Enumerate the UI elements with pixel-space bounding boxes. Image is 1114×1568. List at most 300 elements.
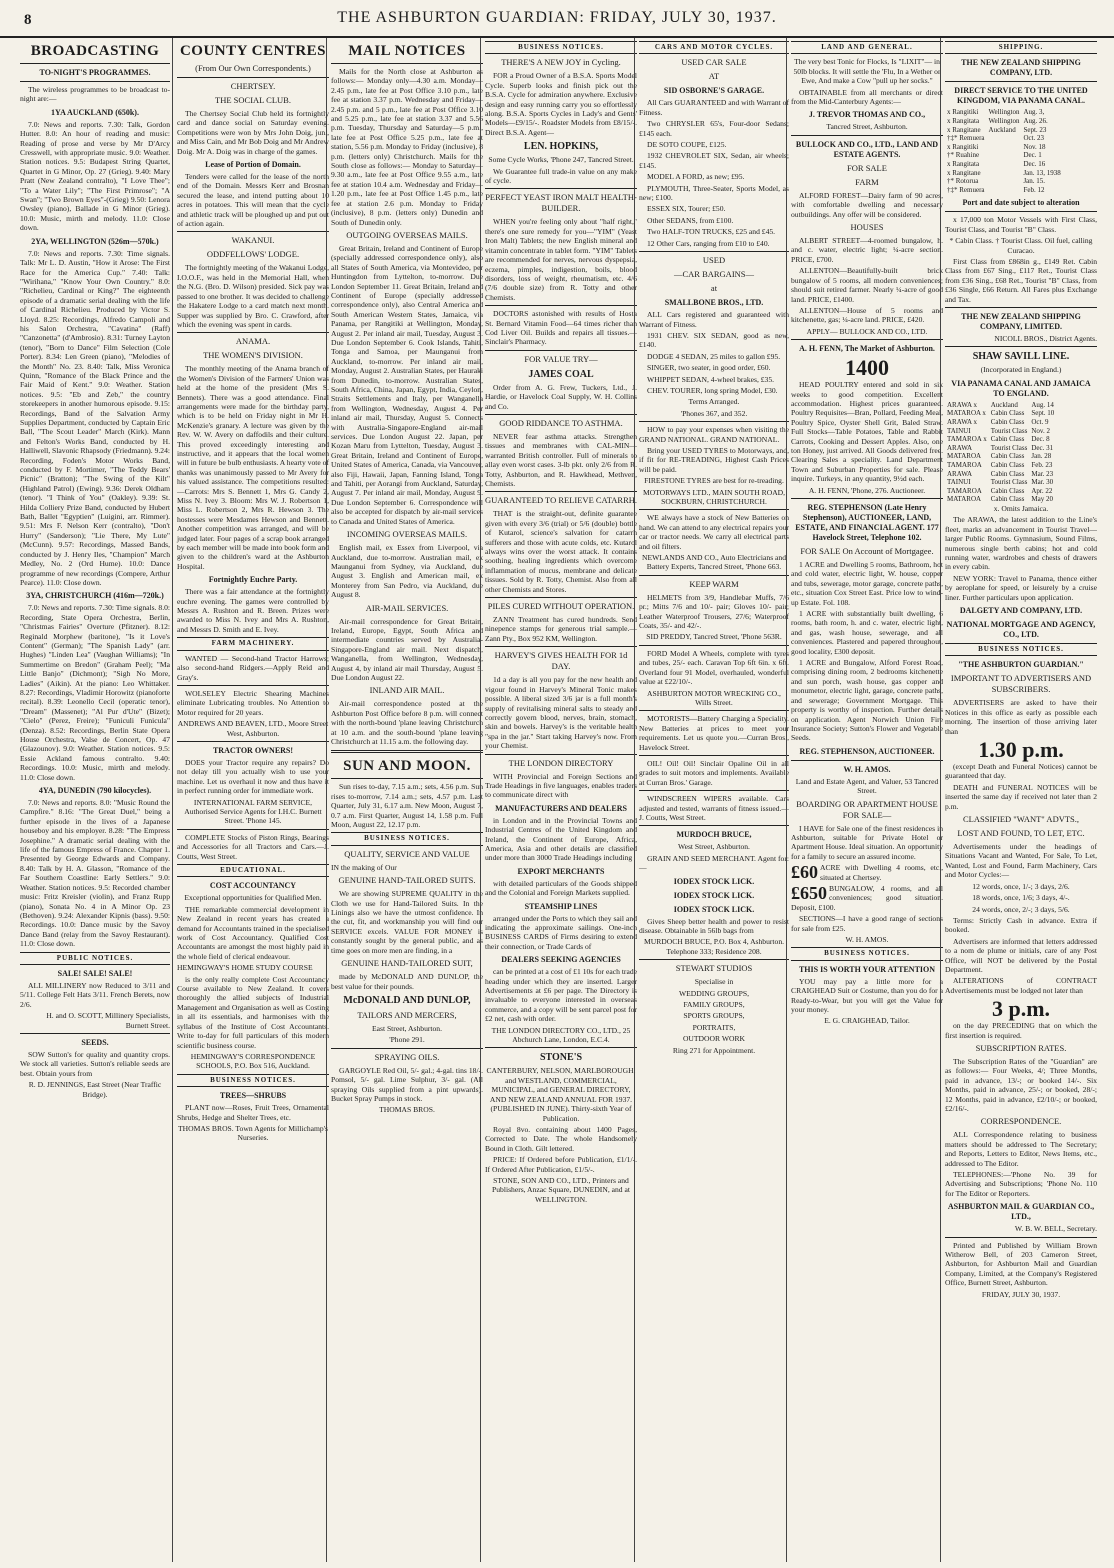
car-item: 12 Other Cars, ranging from £10 to £40. bbox=[647, 238, 770, 248]
ad-signature: MURDOCH BRUCE, P.O. Box 4, Ashburton. Telephone 333; Residence 208. bbox=[643, 937, 785, 956]
ad-text: WHEN you're feeling only about "half right," there's one sure remedy for you—"YIM" (Yeast Iron Malt) Tablets; the new English mineral and vitamin concentrate in tablet form. "YIM" Tablets are recommended for nerves, nervous dyspepsia, eczema, pimples, indigestion, boils, blood disorders, loss of weight, rheumatism, etc. 4/6 (7/6 double size) from R. Totty and other Chemists. bbox=[485, 217, 637, 302]
sailing-cell: Aug. 14 bbox=[1031, 400, 1054, 409]
item-text: The monthly meeting of the Anama branch of the Women's Division of the Farmers' Union was held at the home of the president (Mrs S. Bennets). There was a good attendance. Final arrangements were made for the birthday party, which is to be held on Friday night in Mr H. McKenzie's granary. A lecture was given by the Rev. W. W. Avery on daffodils and their culture. This proved exceedingly interesting and instructive, and it appears that the local women will in future be bulb enthusiasts. A hearty vote of thanks was unanimously passed to Mr Avery for his valued assistance. The competitions resulted:—Carrots: Mrs S. Bennett 1, Mrs G. Candy 2, Miss N. Ivey 3. Bloom: Mrs W. J. Robertson 1, Miss L. Robertson 2, Mrs R. Hewson 3. The hostesses were Mesdames Hewson and Bennett. Another competition was arranged, and will be judged later. Four pages of a scrap book arranged by each member will be made into book form and given to the children's ward at the Ashburton Hospital. bbox=[177, 364, 329, 571]
sailing-cell: Wellington bbox=[988, 117, 1020, 125]
ad-text: The very best Tonic for Flocks, Is "LIXIT"— in 50lb blocks. It will settle the 'Flu, In a Wether or Ewe, And make a Cow "pull up her socks." bbox=[793, 57, 941, 86]
ad-text: FIRESTONE TYRES are best for re-treading. bbox=[644, 476, 784, 486]
ad-heading: TRACTOR OWNERS! bbox=[212, 745, 294, 755]
ad-text: All Cars GUARANTEED and with Warrant of Fitness. bbox=[639, 98, 789, 117]
ad-heading: A. H. FENN, The Market of Ashburton. bbox=[799, 344, 935, 354]
ad-heading: JAMES COAL bbox=[528, 368, 594, 380]
sailing-cell: TAMAROA bbox=[947, 486, 982, 495]
sailing-cell: Tourist Class bbox=[990, 426, 1028, 435]
ad-signature: ASHBURTON MOTOR WRECKING CO., Wills Street. bbox=[647, 688, 781, 707]
ad-subheading: CORRESPONDENCE. bbox=[980, 1116, 1062, 1127]
ad-signature: LEN. HOPKINS, bbox=[523, 141, 599, 153]
business-notices-tag: BUSINESS NOTICES. bbox=[791, 947, 943, 960]
ad-heading: BULLOCK AND CO., LTD., LAND AND ESTATE AGENTS. bbox=[795, 139, 939, 159]
column-business-notices bbox=[480, 38, 637, 1562]
sailing-row bbox=[945, 108, 1063, 117]
ad-text: OIL! Oil! Oil! Sinclair Opaline Oil in all grades to suit motors and implements. Available at Curran Bros.' Garage. bbox=[639, 758, 789, 787]
ad-heading: HARVEY'S GIVES HEALTH FOR 1d DAY. bbox=[494, 650, 628, 672]
sailing-cell: TAMAROA bbox=[947, 460, 982, 469]
ad-text: WE always have a stock of New Batteries on hand. We can attend to any electrical repairs your car or tractor needs. We carry all electrical parts and oil filters. bbox=[639, 513, 789, 551]
ad-text: arranged under the Ports to which they sail and indicating the approximate sailings. One-inch BUSINESS CARDS of Firms desiring to extend their connection, or Trade Cards of bbox=[485, 913, 637, 951]
ad-signature: NEWLANDS AND CO., Auto Electricians and Battery Experts, Tancred Street, 'Phone 663. bbox=[641, 553, 787, 572]
station-name: 4YA, DUNEDIN (790 kilocycles). bbox=[38, 786, 152, 796]
sailing-cell bbox=[987, 169, 1022, 178]
sailing-row bbox=[945, 134, 1063, 143]
ad-item: WEDDING GROUPS, bbox=[678, 988, 750, 998]
sailing-row bbox=[945, 126, 1063, 135]
ad-item: SPORTS GROUPS, bbox=[683, 1011, 745, 1021]
sailing-cell bbox=[987, 186, 1022, 195]
ad-signature: A. H. FENN, 'Phone, 276. Auctioneer. bbox=[808, 485, 926, 495]
ad-heading: THERE'S A NEW JOY in Cycling. bbox=[501, 57, 621, 68]
ad-signature: STONE, SON AND CO., LTD., Printers and Publishers, Anzac Square, DUNEDIN, and at WELLINGTON. bbox=[492, 1175, 630, 1204]
sailing-row bbox=[945, 418, 1056, 427]
ad-heading: USED bbox=[702, 255, 726, 266]
sailing-cell: x Rangitata bbox=[947, 159, 980, 168]
ad-address: Some Cycle Works, 'Phone 247, Tancred Street. bbox=[488, 155, 634, 165]
ad-text: ACRE with Dwelling 4 rooms, etc., situated at Chertsey. bbox=[820, 863, 943, 882]
ad-subheading: CLASSIFIED "WANT" ADVTS., bbox=[962, 814, 1080, 825]
station-name: 3YA, CHRISTCHURCH (416m—720k.) bbox=[26, 591, 164, 601]
ad-item: OUTDOOR WORK bbox=[682, 1034, 746, 1044]
ad-heading: SPRAYING OILS. bbox=[374, 1051, 440, 1062]
ad-text: FORD Model A Wheels, complete with tyres and tubes, 25/- each. Caravan Top 6ft 6in. x 6ft. Overland four 91 Model, overhauled, wonderful value at £22/10/-. bbox=[639, 648, 789, 687]
seeds-heading: SEEDS. bbox=[81, 1037, 109, 1047]
sailing-cell: †* Rotorua bbox=[947, 177, 979, 186]
masthead bbox=[0, 0, 1114, 38]
imprint: Printed and Published by William Brown Witherow Bell, of 203 Cameron Street, Ashburton, for Ashburton Mail and Guardian Company, Limited, at the Company's Registered Office, Burnett Street, Ashburton. bbox=[945, 1240, 1097, 1288]
sailing-cell bbox=[987, 134, 1022, 143]
ad-subheading: LOST AND FOUND, TO LET, ETC. bbox=[957, 828, 1085, 839]
sailing-row bbox=[945, 143, 1063, 152]
ad-heading: REG. STEPHENSON (Late Henry Stephenson), AUCTIONEER, LAND, ESTATE, AND FINANCIAL AGENT. 177 Havelock Street, Telephone 102. bbox=[795, 503, 939, 542]
ad-text: Bring your USED TYRES to Motorways, and, if fit for RE-TREADING, Highest Cash Prices will be paid. bbox=[639, 445, 789, 474]
station-text: 7.0: News and reports. 7.30: Talk, Gordon Hutter. 8.0: An hour of reading and music: Reading of prose and verse by Mr D'Arcy Cresswell, with appropriate music. 9.0: Weather. Station notices. 9.5: Budapest String Quartet, Quartet in G Minor, Op. 27 (Grieg). 9.40: Mary Pratt (New Zealand contralto), "I Love Thee"; "To a Water Lily"; "The First Primrose"; "A Swan"; "Two Brown Eyes"-(Grieg) 9.50: Lenora Owsley (piano), Ballade in G Minor (Grieg). 10.0: Music, mirth and melody. 11.0: Close down. bbox=[20, 119, 170, 233]
sailing-cell: Cabin Class bbox=[990, 409, 1025, 418]
sailing-cell: Sept. 10 bbox=[1031, 409, 1055, 418]
car-item: PLYMOUTH, Three-Seater, Sports Model, as new; £100. bbox=[639, 183, 789, 203]
land-tag: LAND AND GENERAL. bbox=[791, 41, 943, 54]
ad-heading: COST ACCOUNTANCY bbox=[209, 881, 297, 891]
sailing-cell: Tourist Class bbox=[990, 443, 1028, 452]
ad-signature: W. H. AMOS. bbox=[845, 935, 889, 944]
ad-text: on the day PRECEDING that on which the first insertion is required. bbox=[945, 1021, 1097, 1040]
ad-text: DOES your Tractor require any repairs? Do not delay till you actually wish to use your machine. Let us overhaul it now and thus have it in perfect running order for immediate work. bbox=[177, 757, 329, 796]
ad-address: Tancred Street, Ashburton. bbox=[826, 122, 908, 132]
item-heading: INLAND AIR MAIL. bbox=[369, 685, 445, 696]
ad-text: 1d a day is all you pay for the new health and vigour found in Harvey's Mineral Tonic makes possible. A liberal sized 3/6 jar is a full month's supply of revitalising mineral salts to steady and correctly govern blood, nerves, brain, stomach, skin and bowels. Harvey's is the veritable health "spa in the jar." Start taking Harvey's now. From your Chemist. bbox=[485, 675, 637, 751]
ad-heading: THE NEW ZEALAND SHIPPING COMPANY, LTD. bbox=[961, 58, 1081, 78]
ad-item: IODEX STOCK LICK. bbox=[673, 876, 755, 886]
sailing-cell: Dec. 1 bbox=[1023, 151, 1042, 160]
sailing-row bbox=[945, 478, 1056, 487]
car-item: 1932 CHEVROLET SIX, Sedan, air wheels; £145. bbox=[639, 151, 789, 170]
item-heading: AIR-MAIL SERVICES. bbox=[365, 602, 449, 613]
ad-text: We Guarantee full trade-in value on any make of cycle. bbox=[485, 166, 637, 186]
sale-text: ALL MILLINERY now Reduced to 3/11 and 5/11. College Felt Hats 3/11. French Berets, now 2/6. bbox=[20, 980, 170, 1009]
ad-signature: THOMAS BROS. Town Agents for Millichamp's Nurseries. bbox=[177, 1123, 329, 1143]
seeds-signature: R. D. JENNINGS, East Street (Near Traffic Bridge). bbox=[28, 1080, 162, 1099]
ad-subheading: EXPORT MERCHANTS bbox=[517, 866, 605, 876]
ad-text: Royal 8vo. containing about 1400 Pages, Corrected to Date. The whole Handsomely Bound in Cloth. Gilt lettered. bbox=[485, 1124, 637, 1153]
ad-heading: THIS IS WORTH YOUR ATTENTION bbox=[798, 964, 936, 974]
ad-heading: at bbox=[710, 283, 718, 294]
ad-heading: QUALITY, SERVICE AND VALUE bbox=[344, 848, 470, 859]
sailing-row bbox=[945, 117, 1063, 126]
section-heading: COUNTY CENTRES bbox=[179, 43, 327, 59]
ad-text: * Cabin Class. † Tourist Class. Oil fuel, calling Curacao. bbox=[949, 236, 1093, 255]
ad-signature: ASHBURTON MAIL & GUARDIAN CO., LTD., bbox=[947, 1202, 1095, 1222]
sailing-row bbox=[945, 160, 1063, 169]
sailing-cell: x Rangitata bbox=[947, 117, 980, 125]
ad-text: 1 ACRE with substantially built dwelling, 6 rooms, bath room, h. and c. water, electric light, and gas, wash house, sewerage, and all conveniences. Plastered and papered throughout, good locality, £300 deposit. bbox=[791, 609, 943, 656]
ad-text: Terms: Strictly Cash in advance. Extra if booked. bbox=[945, 915, 1097, 935]
ad-heading: STEWART STUDIOS bbox=[675, 963, 753, 974]
ad-heading: FOR VALUE TRY— bbox=[524, 353, 598, 364]
column-shipping bbox=[940, 38, 1097, 1562]
ad-signature: THE LONDON DIRECTORY CO., LTD., 25 Abchurch Lane, London, E.C.4. bbox=[491, 1025, 631, 1045]
ad-signature: APPLY— BULLOCK AND CO., LTD. bbox=[806, 326, 928, 336]
subheading: TO-NIGHT'S PROGRAMMES. bbox=[39, 68, 151, 77]
place-heading: WAKANUI. bbox=[231, 235, 275, 246]
station-text: 7.0: News and reports. 8.0: "Music Round the Campfire." 8.16: "The Great Duel," being a further episode in the lives of a Japanese houseboy and his employer. 8.28: "The Empress Josephine." A dramatic serial dealing with the life of the famous Empress of France. Chapter 1. Presented by George Edwards and Company. 8.40: Talk by H. A. Glasson, "Romance of the Far Southern Coastline: Early Settlers." 9.0: Weather. Station notices. 9.5: Recorded chamber music: Fritz Kreisler (violin), and Franz Rupp (piano), Sonata No. 4 in A Minor Op. 23 (Bethoven). 9.24: Alexander Kipnis (bass). 9.50: Recordings. 10.0: Dance music by the Savoy Dance Band (relay from the Savoy Restaurant). 11.0: Close down. bbox=[20, 798, 170, 949]
sailing-cell: Cabin Class bbox=[990, 486, 1025, 495]
seeds-text: SOW Sutton's for quality and quantity crops. We stock all varieties. Sutton's reliable seeds are best. Obtain yours from bbox=[20, 1049, 170, 1078]
section-heading: BROADCASTING bbox=[30, 43, 160, 59]
sailing-cell: MATAROA x bbox=[947, 409, 986, 418]
station-name: 1YA AUCKLAND (650k). bbox=[51, 107, 139, 117]
ad-text: I HAVE for Sale one of the finest residences in Ashburton, suitable for Private Hotel or Apartment House. Ideal situation. An opportunity for a family to secure an assured income. bbox=[791, 823, 943, 861]
sailing-cell: Jan. 13, 1938 bbox=[1023, 168, 1061, 177]
sailing-cell: Sept. 23 bbox=[1023, 125, 1047, 134]
ad-text: made by McDONALD AND DUNLOP, the best value for their pounds. bbox=[331, 972, 483, 991]
sailing-cell: Cabin Class bbox=[990, 452, 1025, 461]
sailing-cell: Dec. 31 bbox=[1031, 443, 1054, 452]
sun-moon-text: Sun rises to-day, 7.15 a.m.; sets, 4.56 p.m. Sun rises to-morrow, 7.14 a.m.; sets, 4.57 p.m. Last Quarter, July 31, 6.17 a.m. New Moon, August 7, 0.7 a.m. First Quarter, August 14, 1.58 p.m. Full Moon, August 22, 12.17 p.m. bbox=[331, 782, 483, 830]
ad-heading: TREES—SHRUBS bbox=[219, 1091, 287, 1101]
ad-text: HOW to pay your expenses when visiting the GRAND NATIONAL. GRAND NATIONAL. bbox=[639, 425, 789, 444]
ad-text: ALL Cars registered and guaranteed with Warrant of Fitness. bbox=[639, 310, 789, 329]
sailing-cell: x Rangitiki bbox=[947, 108, 979, 117]
sailing-cell: Jan. 28 bbox=[1031, 452, 1052, 461]
column-county-centres bbox=[172, 38, 329, 1562]
place-heading: CHERTSEY. bbox=[230, 81, 276, 91]
ad-subheading: DIRECT SERVICE TO THE UNITED KINGDOM, VIA PANAMA CANAL. bbox=[954, 86, 1088, 106]
ad-signature: REG. STEPHENSON, AUCTIONEER. bbox=[799, 746, 935, 756]
ad-text: WANTED — Second-hand Tractor Harrows; also second-hand Ridgers.—Apply Reid and Gray's. bbox=[177, 653, 329, 682]
public-notices-tag: PUBLIC NOTICES. bbox=[20, 952, 170, 965]
item-heading: Lease of Portion of Domain. bbox=[205, 160, 301, 170]
ad-text: with detailed particulars of the Goods shipped and the Colonial and Foreign Markets supplied. bbox=[485, 878, 637, 898]
rate-line: 12 words, once, 1/-; 3 days, 2/6. bbox=[972, 881, 1070, 891]
sale-signature: H. and O. SCOTT, Millinery Specialists, Burnett Street. bbox=[46, 1011, 170, 1030]
ad-text: ALLENTON—House of 5 rooms and kitchenette, gas; ¼-acre land. PRICE, £420. bbox=[791, 305, 943, 325]
item-text: The Chertsey Social Club held its fortnightly card and dance social on Saturday evening. Competitions were won by Mrs John Doig, jun., and Miss Cain, and Mr Bob Doig and Mr Andrew Doig. Mr A. Doig was in charge of the games. bbox=[177, 109, 329, 156]
ad-heading: THE NEW ZEALAND SHIPPING COMPANY, LIMITED. bbox=[961, 312, 1081, 331]
ad-text: MOTORISTS—Battery Charging a Speciality. New Batteries at prices to meet your requirements. Let us quote you.—Curran Bros., Havelock Street. bbox=[639, 714, 789, 752]
item-heading: THE SOCIAL CLUB. bbox=[215, 95, 291, 105]
ad-subheading: Land and Estate Agent, and Valuer, 53 Tancred Street. bbox=[795, 776, 939, 796]
ad-heading: GOOD RIDDANCE TO ASTHMA. bbox=[499, 417, 623, 428]
ad-subheading: Exceptional opportunities for Qualified Men. bbox=[184, 893, 322, 903]
ad-text: GARGOYLE Red Oil, 5/- gal.; 4-gal. tins 18/-. Pomsol, 5/- gal. Lime Sulphur, 3/- gal. (All spraying Oils supplied from a pint upwards). Bucket Spray Pumps in stock. bbox=[331, 1065, 483, 1103]
ad-heading: —CAR BARGAINS— bbox=[673, 269, 755, 280]
ad-subheading: FARM bbox=[855, 176, 879, 187]
sailing-cell: x Rangitiki bbox=[947, 142, 979, 151]
ad-text: 'Phones 367, and 352. bbox=[680, 408, 748, 418]
mail-text: Air-mail correspondence posted at the Ashburton Post Office before 8 p.m. will connect with the north-bound 'plane leaving Christchurch at 10 a.m. and the south-bound 'plane leaving Christchurch at 11.15 a.m. the following day. bbox=[331, 699, 483, 746]
ad-text: ZANN Treatment has cured hundreds. Send ninepence stamps for generous trial sample.—Zann Pty., Box 952 KM, Wellington. bbox=[485, 615, 637, 643]
ad-text: OBTAINABLE from all merchants or direct from the Mid-Canterbury Agents:— bbox=[791, 87, 943, 107]
ad-signature: ANDREWS AND BEAVEN, LTD., Moore Street West, Ashburton. bbox=[177, 719, 329, 738]
ad-subheading: DEALERS SEEKING AGENCIES bbox=[501, 955, 621, 965]
ad-signature: J. TREVOR THOMAS AND CO., bbox=[808, 110, 926, 120]
sailing-row bbox=[945, 186, 1063, 195]
sailing-row bbox=[945, 427, 1056, 436]
sailing-cell: Feb. 23 bbox=[1031, 460, 1053, 469]
ad-number: 1400 bbox=[845, 355, 889, 381]
sailing-cell: ARAWA x bbox=[947, 418, 977, 426]
shipping-tag: SHIPPING. bbox=[945, 41, 1097, 54]
ad-heading: USED CAR SALE bbox=[681, 57, 747, 68]
ad-text: COMPLETE Stocks of Piston Rings, Bearings and Accessories for all Tractors and Cars.—J. Coutts, West Street. bbox=[177, 832, 329, 861]
ad-text: ALFORD FOREST—Dairy farm of 90 acres, with comfortable dwelling and necessary outbuildings. Any offer will be considered. bbox=[791, 190, 943, 219]
ad-text: IN the making of Our bbox=[331, 862, 397, 872]
ad-text: in London and in the Provincial Towns and Industrial Centres of the United Kingdom and Ireland, the Continent of Europe, Africa, America, Asia and other details are classified under more than 3000 Trade Headings including bbox=[485, 815, 637, 863]
ad-text: THE remarkable commercial development in New Zealand in recent years has created a demand for Accountants trained in the specialised work of Cost Accountancy. Qualified Cost Accountants are amongst the most highly paid in the whole field of clerical endeavour. bbox=[177, 904, 329, 961]
sailing-cell: Wellington bbox=[988, 108, 1020, 117]
sailing-row bbox=[945, 461, 1056, 470]
ad-text: FOR a Proud Owner of a B.S.A. Sports Model Cycle. Superb looks and finish pick out the B.S.A. Cycle for admiration anywhere. Exclusive design and easy running carry you so effortlessly along. B.S.A. Sports Cycles in Lady's and Gents' Models—£9/15/-. Roadster Models from £8/15/-. Direct B.S.A. Agent— bbox=[485, 71, 637, 137]
sailing-cell: Aug. 3, bbox=[1023, 108, 1045, 117]
sailing-cell: TAINUI bbox=[947, 426, 971, 435]
ad-text: The Subscription Rates of the "Guardian" are as follows:— Four Weeks, 4/; Three Months, paid in advance, 13/-; or booked 14/-. Six Months, paid in advance, 25/-; or booked, 28/-; 12 Months, paid in advance, £2/10/-; or booked, £2/16/-. bbox=[945, 1056, 1097, 1113]
column-mail-notices bbox=[326, 38, 483, 1562]
item-heading: ODDFELLOWS' LODGE. bbox=[206, 249, 300, 260]
sailing-cell: Cabin Class bbox=[990, 435, 1025, 444]
sailing-table bbox=[945, 401, 1056, 504]
car-item: WHIPPET SEDAN, 4-wheel brakes, £35. bbox=[647, 374, 775, 384]
ad-heading: AT bbox=[708, 71, 720, 82]
ad-text: WOLSELEY Electric Shearing Machines eliminate Lubricating troubles. No Attention to Motor required for 20 years. bbox=[177, 688, 329, 717]
ad-price: £60 bbox=[791, 862, 818, 883]
car-item: CHEV. TOURER, long spring Model, £30. bbox=[647, 385, 778, 395]
ad-heading: PERFECT YEAST IRON MALT HEALTH-BUILDER. bbox=[485, 192, 637, 214]
ad-heading: GENUINE HAND-TAILORED SUIT, bbox=[341, 958, 473, 969]
ad-text: PLANT now—Roses, Fruit Trees, Ornamental Shrubs, Hedge and Shelter Trees, etc. bbox=[177, 1103, 329, 1122]
ad-address: East Street, Ashburton. bbox=[371, 1023, 443, 1033]
ad-text: ALL Correspondence relating to business matters should be addressed to The Secretary; and Reports, Letters to Editor, News Items, etc., addressed to The Editor. bbox=[945, 1130, 1097, 1168]
ad-text: We are showing SUPREME QUALITY in the Cloth we use for Hand-Tailored Suits. In the Linings also we have the utmost confidence. In the cut, fit, and workmanship you will find our SERVICE excels. VALUE FOR MONEY is constantly sought by the general public, and as time goes on more men are finding, in a bbox=[331, 889, 483, 955]
ad-text: ADVERTISERS are asked to have their Notices in this office as early as possible each morning. The insertion of those arriving later than bbox=[945, 698, 1097, 736]
educational-tag: EDUCATIONAL. bbox=[177, 864, 329, 877]
sailing-cell: Apr. 22 bbox=[1031, 486, 1053, 495]
ad-heading: GENUINE HAND-TAILORED SUITS. bbox=[338, 875, 476, 886]
ad-signature: W. B. W. BELL, Secretary. bbox=[1014, 1224, 1097, 1234]
sailing-cell: †‡* Remuera bbox=[947, 185, 985, 194]
ad-text: x 17,000 ton Motor Vessels with First Class, Tourist Class, and Tourist "B" Class. bbox=[945, 215, 1097, 234]
deadline-time: 3 p.m. bbox=[991, 996, 1051, 1022]
ad-text: GRAIN AND SEED MERCHANT. Agent for:— bbox=[639, 853, 789, 873]
sailing-cell: Nov. 18 bbox=[1023, 142, 1046, 151]
item-text: Tenders were called for the lease of the north end of the Domain. Messrs Kerr and Brosnan secured the lease, and intend putting about 10 acres in potatoes. This will mean that the cycle and athletic track will be ploughed up and put out of action again. bbox=[177, 172, 329, 229]
sailing-cell: Oct. 9 bbox=[1031, 418, 1049, 426]
sailing-cell: TAMAROA x bbox=[947, 435, 987, 444]
mail-text: Great Britain, Ireland and Continent of Europe (specially addressed correspondence only), also all States of South America, via Montevideo, per Huntingdon from Lyttelton, to-morrow. Due London September 11. Great Britain, Ireland and Continent of Europe (specially addressed correspondence only), also Central America and South American Western States, Jamaica, via Panama, per Rangitiki at Wellington, Monday, August 2. Per inland air mail, Tuesday, August 3. Due London September 6. Cook Islands, Tahiti, Tonga and Samoa, per Maunganui from Auckland, to-morrow. Per inland air mail, Monday, August 2. Australian States, per Hauraki from Dunedin, to-morrow. Australian States, South Africa, China, Japan, Egypt, India, Ceylon, Straits Settlements and Italy, per Wanganella from Wellington, Wednesday, August 4. Per inland air mail, Thursday, August 5. Connects with Australia-Singapore-England air-mail services. Due London August 22. Japan, per Kozan Maru from Lyttelton, Tuesday, August 3. Great Britain, Ireland and Continent of Europe, United States of America, Canada, via Vancouver, also Fiji, Hawaii, Japan, Fanning Island, Tonga and Tahiti, per Aorangi from Auckland, Saturday, August 7. Per inland air mail, Monday, August 9. Due London September 6. Correspondence will also be accepted for dispatch by air-mail services to Canada and United States of America. bbox=[331, 243, 483, 526]
ad-text: is the only really complete Cost Accountancy Course available to New Zealand. It covers thoroughly the allied subjects of Industrial Management and Organisation as well as Costing in all its essentials, and harmonises with the syllabus of the Institute of Cost Accountants. Write to-day for full particulars of this modern scientific business course. bbox=[177, 974, 329, 1050]
intro-text: The wireless programmes to be broadcast to-night are:— bbox=[20, 85, 170, 104]
ad-phone: 'Phone 291. bbox=[389, 1035, 425, 1045]
ad-text: Gives Sheep better health and power to resist disease. Obtainable in 56lb bags from bbox=[639, 916, 789, 935]
ad-item: FAMILY GROUPS, bbox=[683, 1000, 745, 1010]
ad-signature: MOTORWAYS LTD., MAIN SOUTH ROAD, SOCKBURN, CHRISTCHURCH. bbox=[642, 487, 786, 506]
sailing-row bbox=[945, 444, 1056, 453]
ad-note: Port and date subject to alteration bbox=[962, 198, 1080, 208]
ad-text: First Class from £868in g., £149 Ret. Cabin Class from £67 Sing., £117 Ret., Tourist Class from £36 Sing., £68 Ret., Tourist "B" Class, from £36 Single, £66 Return. All Fares plus Exchange and Tax. bbox=[945, 256, 1097, 304]
deadline-time: 1.30 p.m. bbox=[978, 737, 1064, 763]
ad-text: Advertisers are informed that letters addressed to a nom de plume or initials, care of any Post Office, will NOT be delivered by the Postal Department. bbox=[945, 936, 1097, 974]
ad-text: can be printed at a cost of £1 10s for each trade heading under which they are inserted. Larger Advertisements at £6 per page. The Directory is invaluable to everyone interested in overseas commerce, and a copy will be sent parcel post for £2 net, cash with order. bbox=[485, 967, 637, 1024]
sailing-cell: Aug. 26. bbox=[1023, 117, 1048, 125]
ad-note: x. Omits Jamaica. bbox=[993, 503, 1049, 513]
ad-signature: SID PREDDY, Tancred Street, 'Phone 563R. bbox=[646, 632, 782, 642]
ad-text: YOU may pay a little more for a CRAIGHEAD Suit or Costume, than you do for a Ready-to-Wear, but you will get the Value for your money. bbox=[791, 976, 943, 1015]
ad-subheading: STEAMSHIP LINES bbox=[524, 901, 598, 911]
section-heading: MAIL NOTICES bbox=[348, 43, 466, 59]
ad-signature: NATIONAL MORTGAGE AND AGENCY, CO., LTD. bbox=[946, 620, 1096, 639]
sailing-row bbox=[945, 177, 1063, 186]
ad-heading: KEEP WARM bbox=[689, 578, 739, 589]
mail-text: Mails for the North close at Ashburton as follows:— Monday only—4.30 a.m. Monday—2.45 p.m., late fee at Post Office 3.10 p.m., late fee at station 3.37 p.m. Wednesday and Friday—2.45 p.m. and 5 p.m., late fee at Post Office 3.10 and 5.25 p.m., late fee at station 3.37 and 5.56 p.m. Tuesday, Thursday and Saturday—5 p.m., late fee at Post Office 5.25 p.m., late fee at station, 5.56 p.m. Monday to Friday (inclusive), 8 p.m. (letters only) Christchurch. Mails for the South close as follows:— Monday to Saturday—9.30 a.m., late fee at Post Office 9.55 a.m., late fee at station 10.4 a.m. Wednesday and Friday—1.20 p.m., late fee at Post Office 1.45 p.m., late fee at station 2.6 p.m. Monday to Friday (inclusive), 8 p.m. (letters only) Dunedin and South of Dunedin only. bbox=[331, 67, 483, 227]
sailing-cell: MATAROA bbox=[947, 495, 982, 504]
rate-line: 24 words, once, 2/-; 3 days, 5/6. bbox=[972, 904, 1070, 914]
ad-text: Advertisements under the headings of Situations Vacant and Wanted, For Sale, To Let, Wanted, Lost and Found, Farm Machinery, Cars and Motor Cycles:— bbox=[945, 842, 1097, 880]
ad-text: TELEPHONES:—'Phone No. 39 for Advertising and Subscriptions; 'Phone No. 110 for The Editor or Reporters. bbox=[945, 1170, 1097, 1198]
sailing-row bbox=[945, 435, 1056, 444]
sailing-row bbox=[945, 401, 1056, 410]
ad-heading: HEMINGWAY'S HOME STUDY COURSE bbox=[177, 963, 313, 973]
ad-text: WITH Provincial and Foreign Sections and Trade Headings in five languages, enables traders to communicate direct with bbox=[485, 771, 637, 800]
ad-text: (Incorporated in England.) bbox=[980, 365, 1062, 375]
sailing-table bbox=[945, 108, 1063, 194]
sailing-cell: †‡* Remuera bbox=[947, 134, 985, 143]
sailing-row bbox=[945, 495, 1056, 504]
sailing-cell: Cabin Class bbox=[990, 460, 1025, 469]
ad-signature: TAILORS AND MERCERS, bbox=[357, 1009, 457, 1020]
ad-text: WINDSCREEN WIPERS available. Cars adjusted and tested, warrants of fitness issued.—J. Coutts, West Street. bbox=[639, 794, 789, 822]
sale-heading: SALE! SALE! SALE! bbox=[57, 968, 133, 978]
sailing-cell: Feb. 12 bbox=[1023, 185, 1045, 194]
ad-signature: THOMAS BROS. bbox=[379, 1105, 435, 1115]
ad-signature: HEMINGWAY'S CORRESPONDENCE SCHOOLS, P.O. Box 516, Auckland. bbox=[190, 1051, 316, 1071]
business-notices-tag: BUSINESS NOTICES. bbox=[485, 41, 637, 54]
ad-text: ALTERATIONS of CONTRACT Advertisements must be lodged not later than bbox=[945, 976, 1097, 995]
ad-heading: W. H. AMOS. bbox=[843, 764, 891, 774]
sailing-cell: Cabin Class bbox=[990, 418, 1025, 426]
ad-text: SECTIONS—I have a good range of sections for sale from £25. bbox=[791, 914, 943, 933]
ad-text: Ring 271 for Appointment. bbox=[672, 1045, 756, 1055]
ad-text: DOCTORS astonished with results of Hosta St. Bernard Vitamin Food—64 times richer than Cod Liver Oil. Builds and repairs all tissues.—Sinclair's Pharmacy. bbox=[485, 309, 637, 347]
ad-text: HELMETS from 3/9, Handlebar Muffs, 7/6 pr.; Mitts 7/6 and 10/- pair; Gloves 10/- pair; Leather Waterproof Trousers, 27/6; Waterproof Coats, 35/- and 42/-. bbox=[639, 592, 789, 631]
ad-subheading: FOR SALE On Account of Mortgagee. bbox=[800, 546, 934, 556]
sailing-row bbox=[945, 470, 1056, 479]
ad-heading: GUARANTEED TO RELIEVE CATARRH. bbox=[485, 495, 637, 506]
sailing-cell: Dec. 8 bbox=[1031, 435, 1050, 444]
sailing-row bbox=[945, 409, 1056, 418]
ad-subheading: BOARDING OR APARTMENT HOUSE FOR SALE— bbox=[796, 798, 938, 820]
ad-text: PRICE: If Ordered before Publication, £1/1/-. If Ordered After Publication, £1/5/-. bbox=[485, 1155, 637, 1174]
ad-heading: "THE ASHBURTON GUARDIAN." bbox=[958, 660, 1084, 670]
ad-text: 1 ACRE and Bungalow, Alford Forest Road, comprising dining room, 2 bedrooms kitchenette and sun porch, wash house, gas copper and monumetor, electric light, garage, concrete paths, and sewerage; Government Mortgage. This property is worthy of inspection. Further details on application. Agent Norwich Union Fire Insurance Society; Sutton's Flower and Vegetable Seeds. bbox=[791, 658, 943, 743]
sailing-cell: Auckland bbox=[990, 400, 1018, 409]
ad-text: (except Death and Funeral Notices) cannot be guaranteed that day. bbox=[945, 762, 1097, 781]
ad-price: £650 bbox=[791, 882, 827, 903]
rate-line: 18 words, once, 1/6; 3 days, 4/-. bbox=[972, 893, 1070, 903]
car-item: SINGER, two seater, in good order, £60. bbox=[647, 363, 771, 373]
newspaper-title: THE ASHBURTON GUARDIAN: FRIDAY, JULY 30, 1937. bbox=[337, 9, 777, 26]
column-land-and-general bbox=[786, 38, 943, 1562]
sailing-cell: Mar. 23 bbox=[1031, 469, 1054, 478]
ad-text: HEAD POULTRY entered and sold in six weeks to good competition. Excellent accommodation. Highest prices guaranteed. Poultry Requisites—Bran, Pollard, Feeding Meal, Poultry Spice, Oyster Shell Grit, Baled Straw. Full Stocks—Table Potatoes, Table and Rabbit Carrots, Cooking and Dessert Apples. Also, one ton Honey, just arrived. All Goods delivered free. Clearing Sales a speciality. Land Department Town and Suburban Properties for sale. Please inquire. Turkeys, in any quantity, 9½d each. bbox=[791, 380, 943, 484]
business-notices-tag: BUSINESS NOTICES. bbox=[331, 832, 483, 845]
sailing-cell bbox=[987, 160, 1022, 169]
station-text: 7.0: News and reports. 7.30: Time signals. 8.0: Recording, State Opera Orchestra, Berlin, "Christmas Fairies" Overture (Pfitzner). 8.12: Reginald Morphew (baritone), "Is it Love's Content" (German); "The Spanish Lady" (arr. Hughes) "Linden Lea" (Vaughan Williams); "In Summertime on Bredon" (Graham Peel); "Ma Little Banjo" (Dichmont); "Sigh No More, Ladies" (Aikin). At the piano: Leo Whittaker. 8.27: Recordings, Vladimir Horowitz (pianoforte recital). 8.39: Leonello Cecil (operatic tenor), "Dream" (Massenet); "Al Pur d'Ute" (Bizet); "Cielo" (Perez, Freire); "Funiculi Funicula" (Denza). 8.52: Recordings, Berlin State Opera House Orchestra, Valse de Concert, Op. 47 (Glazounov). 9.0: Weather. Station notices. 9.5: Essie Ackland famous contralto. 9.40: Recordings. 10.0: Music, mirth and melody. 11.0: Close down. bbox=[20, 603, 170, 782]
ad-signature: McDONALD AND DUNLOP, bbox=[343, 994, 471, 1006]
ad-signature: INTERNATIONAL FARM SERVICE, Authorised Service Agents for I.H.C. Burnett Street. 'Phone 145. bbox=[184, 797, 322, 826]
sailing-cell: TAINUI bbox=[947, 478, 971, 487]
ad-heading: PILES CURED WITHOUT OPERATION. bbox=[487, 601, 635, 612]
sailing-cell: x Rangitane bbox=[947, 125, 981, 134]
ad-subheading: FOR SALE bbox=[847, 162, 887, 173]
sailing-cell: Auckland bbox=[988, 125, 1016, 134]
mail-text: English mail, ex Essex from Liverpool, via Auckland, due to-morrow. Australian mail, ex Maunganui from Sydney, via Auckland, due August 3. English and American mail, ex Monterey from San Pedro, via Auckland, due August 8. bbox=[331, 543, 483, 600]
car-item: Other SEDANS, from £100. bbox=[647, 215, 734, 225]
sailing-cell: Cabin Class bbox=[990, 469, 1025, 478]
sailing-cell: Nov. 2 bbox=[1031, 426, 1050, 435]
ad-subheading: VIA PANAMA CANAL AND JAMAICA TO ENGLAND. bbox=[951, 378, 1091, 398]
ad-text: NEW YORK: Travel to Panama, thence either by aeroplane for speed, or leisurely by a cruise liner. Further particulars upon application. bbox=[945, 573, 1097, 602]
sailing-cell: ARAWA x bbox=[947, 400, 977, 409]
sailing-cell: MATAROA bbox=[947, 452, 982, 461]
item-heading: INCOMING OVERSEAS MAILS. bbox=[346, 529, 468, 540]
sailing-row bbox=[945, 452, 1056, 461]
sun-moon-heading: SUN AND MOON. bbox=[343, 758, 471, 775]
byline: (From Our Own Correspondents.) bbox=[195, 63, 311, 73]
sailing-cell bbox=[987, 177, 1022, 186]
sailing-row bbox=[945, 151, 1063, 160]
ad-item: PORTRAITS, bbox=[692, 1022, 736, 1032]
ad-text: Specialise in bbox=[694, 977, 734, 987]
item-text: There was a fair attendance at the fortnightly euchre evening. The games were controlled by Messrs A. Rushton and R. Breen. Prizes were awarded to Miss N. Ivey and Mrs A. Rushton, and Messrs D. Smith and E. Ivey. bbox=[177, 587, 329, 634]
sailing-row bbox=[945, 169, 1063, 178]
car-item: DE SOTO COUPE, £125. bbox=[647, 140, 727, 150]
sailing-cell: †* Ruahine bbox=[947, 151, 980, 160]
sailing-cell: Dec. 16 bbox=[1023, 159, 1046, 168]
sailing-cell: ARAWA bbox=[947, 443, 973, 452]
ad-text: 1 ACRE and Dwelling 5 rooms, Bathroom, hot and cold water, electric light, W. house, copper and tubs, sewerage, motor garage, concrete paths, etc., situation Cox Street East. Price low to wind-up Estate. Fol. 108. bbox=[791, 560, 943, 607]
ad-subheading: HOUSES bbox=[850, 222, 884, 233]
ad-text: DEATH and FUNERAL NOTICES will be inserted the same day if received not later than 2 p.m. bbox=[945, 782, 1097, 811]
car-item: 1931 CHEV. SIX SEDAN, good as new, £140. bbox=[639, 330, 789, 350]
car-item: Two CHRYSLER 65's, Four-door Sedans; £145 each. bbox=[639, 119, 789, 138]
ad-item: IODEX STOCK LICK. bbox=[673, 890, 755, 900]
ad-signature: NICOLL BROS., District Agents. bbox=[994, 334, 1097, 343]
car-item: ESSEX SIX, Tourer; £50. bbox=[647, 204, 726, 214]
